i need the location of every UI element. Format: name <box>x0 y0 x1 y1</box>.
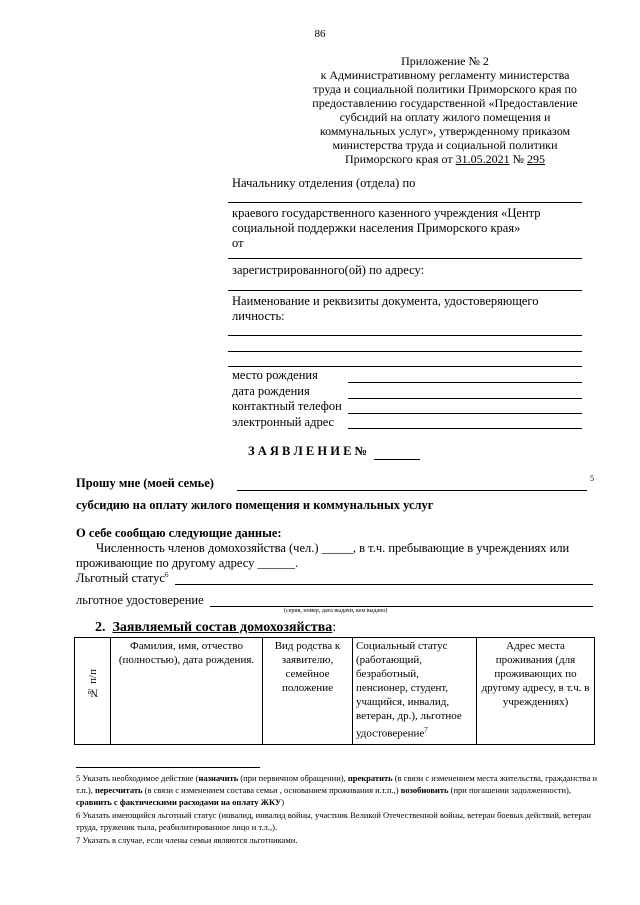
institution-line: социальной поддержки населения Приморского края» <box>232 221 521 235</box>
benefit-status-label <box>76 571 168 586</box>
footnote-5 <box>76 772 606 808</box>
institution-line: краевого государственного казенного учреждения «Центр <box>232 206 541 220</box>
benefit-cert-line[interactable] <box>210 606 593 607</box>
col-number-header: № п/п <box>86 669 99 699</box>
appendix-line: к Административному регламенту министерства <box>320 68 570 82</box>
birthdate-label: дата рождения <box>232 384 310 398</box>
footnote-mark-6: 6 <box>164 571 169 579</box>
id-doc-label: Наименование и реквизиты документа, удостоверяющего <box>232 294 539 308</box>
request-label: Прошу мне (моей семье) <box>76 476 214 490</box>
email-line[interactable] <box>348 428 582 429</box>
footnote-mark-7: 7 <box>424 726 428 734</box>
footnote-bold: пересчитать <box>94 785 143 795</box>
statement-title: З А Я В Л Е Н И Е № <box>248 444 368 458</box>
section2-colon: : <box>332 620 337 635</box>
benefit-cert-label: льготное удостоверение <box>76 593 204 607</box>
to-head-label: Начальнику отделения (отдела) по <box>232 176 416 190</box>
benefit-status-line[interactable] <box>175 584 593 585</box>
page-number: 86 <box>314 28 326 40</box>
footnote-7: 7 Указать в случае, если члены семьи являются льготниками. <box>76 835 298 845</box>
order-date: 31.05.2021 <box>455 152 510 166</box>
footnote-bold: сравнить с фактическими расходами на оплату ЖКУ <box>76 797 282 807</box>
registered-label: зарегистрированного(ой) по адресу: <box>232 263 425 277</box>
household-table <box>74 637 595 745</box>
members-other-address-text: проживающие по другому адресу ______. <box>76 556 299 570</box>
footnote-bold: возобновить <box>400 785 449 795</box>
benefit-status-text: Льготный статус <box>76 571 165 586</box>
section2-number: 2. <box>95 620 106 635</box>
appendix-line: Приложение № 2 <box>401 54 489 68</box>
id-doc-line[interactable] <box>228 366 582 367</box>
appendix-line <box>280 152 610 166</box>
id-doc-line[interactable] <box>228 351 582 352</box>
footnote-text: 5 Указать необходимое действие ( <box>76 773 199 783</box>
table-header-cell <box>353 638 477 745</box>
appendix-line: коммунальных услуг», утвержденному приказом <box>319 124 571 138</box>
from-label: от <box>232 236 244 250</box>
order-number-label: № <box>509 152 528 166</box>
table-header-cell: Вид родства к заявителю, семейное положение <box>263 638 353 745</box>
table-header-row <box>75 638 595 745</box>
section2-title-text: Заявляемый состав домохозяйства <box>112 620 333 635</box>
email-label: электронный адрес <box>232 415 335 429</box>
footnote-6: 6 Указать имеющийся льготный статус (инвалид, инвалид войны, участник Великой Отечественной войны, ветеран боевых действий, ветеран труда, труженик тыла, реабилитированное лицо и т.л.,). <box>76 810 591 832</box>
table-header-cell <box>75 638 111 745</box>
appendix-line: субсидий на оплату жилого помещения и <box>339 110 551 124</box>
footnote-text: (при первичном обращении), <box>238 773 348 783</box>
statement-number-line[interactable] <box>374 459 420 460</box>
footnote-text: ) <box>281 797 285 807</box>
appendix-line: предоставлению государственной «Предоставление <box>312 96 578 110</box>
appendix-line-prefix: Приморского края от <box>344 152 456 166</box>
footnote-text: (в связи с изменением состава семьи , основанием проживания и.т.п.,) <box>142 785 401 795</box>
appendix-line: министерства труда и социальной политики <box>332 138 558 152</box>
footnote-separator <box>76 767 260 768</box>
address-line[interactable] <box>228 290 582 291</box>
cert-hint: (серия, номер, дата выдачи, кем выдано) <box>284 608 388 614</box>
section2-title <box>95 620 336 636</box>
appendix-header <box>280 54 610 166</box>
members-count-text: Численность членов домохозяйства (чел.) _____, в т.ч. пребывающие в учреждениях или <box>96 541 570 555</box>
request-action-line[interactable] <box>237 490 587 491</box>
id-doc-line[interactable] <box>228 335 582 336</box>
appendix-line: труда и социальной политики Приморского края по <box>313 82 577 96</box>
to-head-line[interactable] <box>228 202 582 203</box>
phone-line[interactable] <box>348 413 582 414</box>
footnote-bold: назначить <box>198 773 239 783</box>
footnote-mark-5: 5 <box>590 474 594 483</box>
table-header-cell: Адрес места проживания (для проживающих по другому адресу, в т.ч. в учреждениях) <box>477 638 595 745</box>
id-doc-label: личность: <box>232 309 285 323</box>
footnote-text: (при погашении задолженности), <box>448 785 572 795</box>
col-status-header: Социальный статус (работающий, безработный, пенсионер, студент, учащийся, инвалид, ветеран, др.), льготное удостоверение <box>356 640 462 740</box>
birthplace-label: место рождения <box>232 368 318 382</box>
birthplace-line[interactable] <box>348 382 582 383</box>
birthdate-line[interactable] <box>348 398 582 399</box>
footnote-bold: прекратить <box>347 773 393 783</box>
request-subject: субсидию на оплату жилого помещения и коммунальных услуг <box>76 498 434 512</box>
footnote-text: (в связи с изменением места жительства, гражданства и т.п.), <box>76 773 598 795</box>
about-heading: О себе сообщаю следующие данные: <box>76 526 282 540</box>
order-number: 295 <box>527 152 546 166</box>
from-line[interactable] <box>228 258 582 259</box>
phone-label: контактный телефон <box>232 399 342 413</box>
table-header-cell: Фамилия, имя, отчество (полностью), дата рождения. <box>111 638 263 745</box>
